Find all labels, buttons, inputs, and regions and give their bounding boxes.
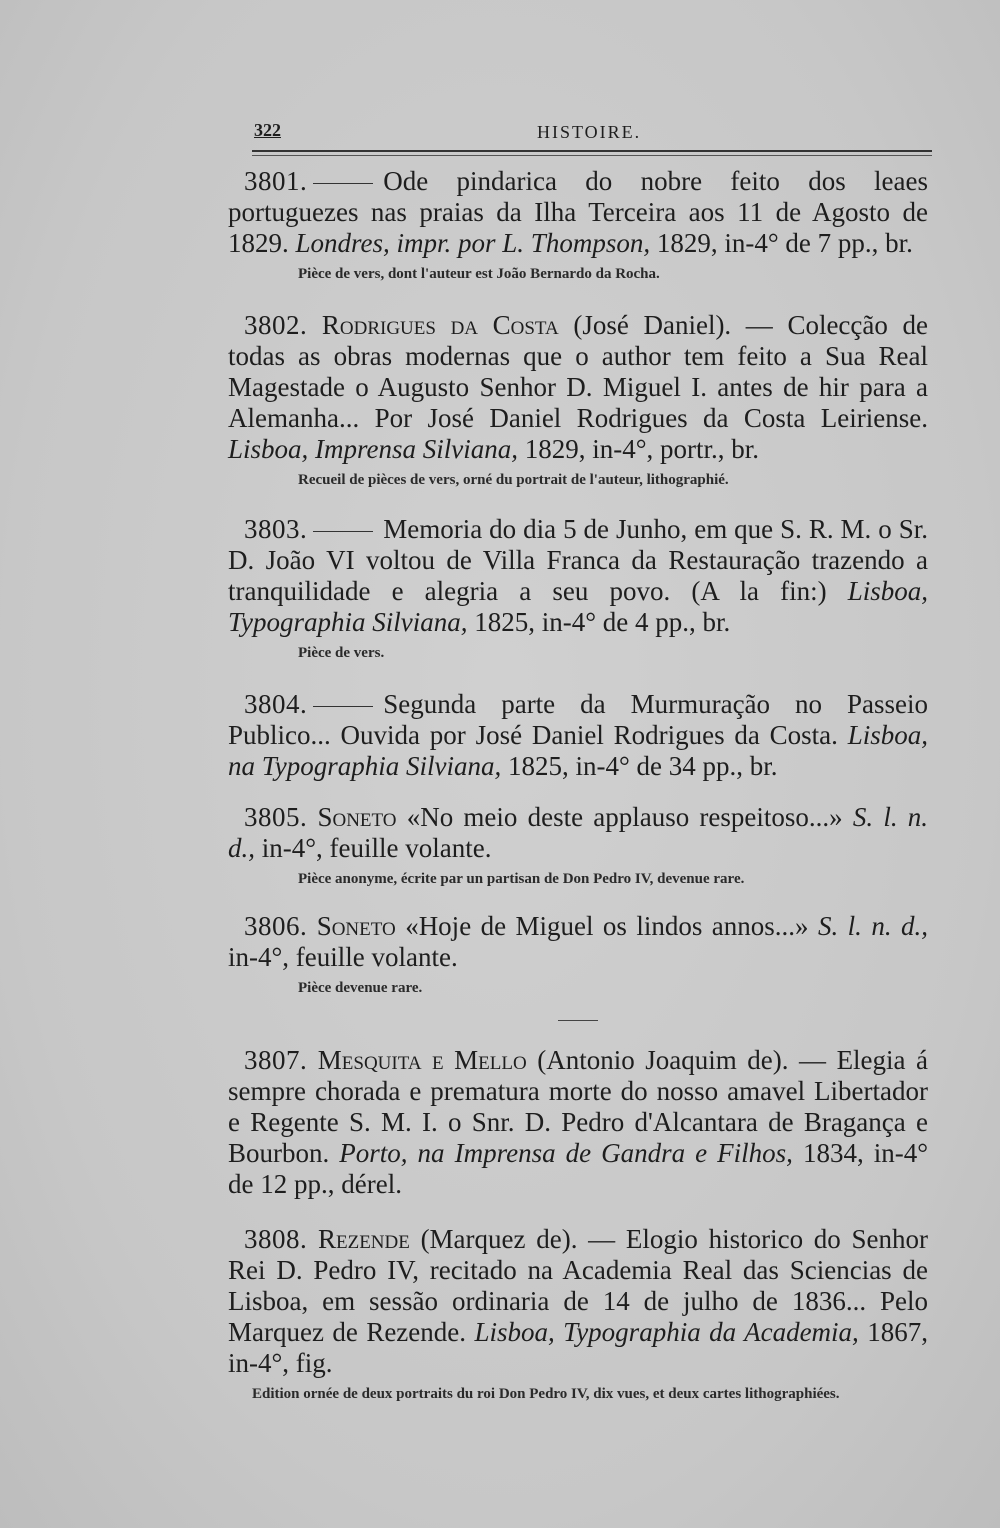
entry-number: 3807. <box>244 1045 308 1075</box>
header-rule-thin <box>252 155 932 156</box>
catalog-entry-3802 <box>228 310 928 490</box>
entry-imprint: Lisboa, Typographia Silviana, <box>228 576 929 637</box>
catalog-entry-3803 <box>228 514 928 663</box>
entry-title: «Hoje de Miguel os lindos annos...» <box>405 911 809 941</box>
entry-title: Elogio historico do Senhor Rei D. Pedro IV, recitado na Academia Real das Sciencias de Lisboa, em sessão ordinaria de 14 de julho de 1836... Pelo Marquez de Rezende. <box>228 1224 929 1347</box>
entry-text <box>228 166 928 259</box>
section-separator <box>558 1020 598 1021</box>
entry-number: 3804. <box>244 689 308 719</box>
entry-number: 3801. <box>244 166 308 196</box>
entry-tail: 1825, in-4° de 34 pp., br. <box>508 751 778 781</box>
catalog-entry-3805 <box>228 802 928 889</box>
entry-author: Soneto <box>316 911 396 941</box>
entry-text <box>228 802 928 864</box>
entry-tail: 1825, in-4° de 4 pp., br. <box>474 607 731 637</box>
entry-tail: in-4°, feuille volante. <box>228 942 458 972</box>
entry-number: 3806. <box>244 911 308 941</box>
entry-author: Rodrigues da Costa <box>321 310 559 340</box>
entry-author: Rezende <box>317 1224 410 1254</box>
header-rule <box>252 150 932 152</box>
entry-note: Pièce devenue rare. <box>298 980 423 996</box>
ditto-dash <box>313 183 373 184</box>
entry-note: Pièce anonyme, écrite par un partisan de Don Pedro IV, devenue rare. <box>298 871 745 887</box>
entry-title: Elegia á sempre chorada e prematura morte do nosso amavel Libertador e Regente S. M. I. o Snr. D. Pedro d'Alcantara de Bragança e Bourbon. <box>228 1045 929 1168</box>
running-title: HISTOIRE. <box>537 122 642 142</box>
page-number: 322 <box>254 120 281 140</box>
entry-imprint: S. l. n. d., <box>228 802 929 863</box>
entry-number: 3803. <box>244 514 308 544</box>
entry-imprint: Lisboa, Imprensa Silviana, <box>228 434 518 464</box>
catalog-body <box>228 160 928 1404</box>
entry-note: Pièce de vers. <box>298 645 385 661</box>
entry-title: «No meio deste applauso respeitoso...» <box>406 802 843 832</box>
entry-text <box>228 514 928 638</box>
entry-tail: in-4°, feuille volante. <box>261 833 492 863</box>
entry-number: 3802. <box>244 310 308 340</box>
entry-number: 3805. <box>244 802 308 832</box>
entry-text <box>228 689 928 782</box>
entry-text: 3808. Rezende (Marquez de). — Elogio historico do Senhor Rei D. Pedro IV, recitado na Academia Real das Sciencias de Lisboa, em sessão ordinaria de 14 de julho de 1836... Pelo Marquez de Rezende. Lisboa, Typographia da Academia, 1867, in-4°, fig. <box>228 1224 929 1378</box>
page-header <box>252 120 932 160</box>
entry-author-forename: (José Daniel). <box>573 310 732 340</box>
entry-imprint: Londres, impr. por L. Thompson, <box>295 228 651 258</box>
entry-author: Mesquita e Mello <box>317 1045 527 1075</box>
entry-text: 3807. Mesquita e Mello (Antonio Joaquim de). — Elegia á sempre chorada e prematura morte do nosso amavel Libertador e Regente S. M. I. o Snr. D. Pedro d'Alcantara de Bragança e Bourbon. Porto, na Imprensa de Gandra e Filhos, 1834, in-4° de 12 pp., dérel. <box>228 1045 929 1199</box>
catalog-entry-3801 <box>228 166 928 284</box>
catalog-entry-3806 <box>228 911 928 998</box>
entry-tail: 1867, in-4°, fig. <box>228 1317 929 1378</box>
entry-title: Ode pindarica do nobre feito dos leaes portuguezes nas praias da Ilha Terceira aos 11 de Agosto de 1829. <box>228 166 928 258</box>
catalog-entry-3807 <box>228 1045 928 1200</box>
entry-title: Segunda parte da Murmuração no Passeio Publico... Ouvida por José Daniel Rodrigues da Costa. <box>228 689 928 750</box>
entry-title: Memoria do dia 5 de Junho, em que S. R. M. o Sr. D. João VI voltou de Villa Franca da Restauração trazendo a tranquilidade e alegria a seu povo. (A la fin:) <box>228 514 928 606</box>
entry-text <box>228 911 928 973</box>
entry-text: 3802. Rodrigues da Costa (José Daniel). — Colecção de todas as obras modernas que o author tem feito a Sua Real Magestade o Augusto Senhor D. Miguel I. antes de hir para a Alemanha... Por José Daniel Rodrigues da Costa Leiriense. Lisboa, Imprensa Silviana, 1829, in-4°, portr., br. <box>228 310 928 464</box>
entry-author-forename: (Antonio Joaquim de). <box>537 1045 789 1075</box>
entry-author-forename: (Marquez de). <box>420 1224 578 1254</box>
entry-author: Soneto <box>317 802 397 832</box>
entry-tail: 1829, in-4°, portr., br. <box>524 434 760 464</box>
entry-imprint: Porto, na Imprensa de Gandra e Filhos, <box>339 1138 793 1168</box>
entry-number: 3808. <box>244 1224 308 1254</box>
entry-imprint: Lisboa, Typographia da Academia, <box>474 1317 859 1347</box>
catalog-entry-3804 <box>228 689 928 782</box>
ditto-dash <box>313 706 373 707</box>
entry-imprint: Lisboa, na Typographia Silviana, <box>228 720 928 781</box>
entry-note: Edition ornée de deux portraits du roi Don Pedro IV, dix vues, et deux cartes lithographiées. <box>252 1386 840 1402</box>
catalog-entry-3808 <box>228 1224 928 1404</box>
entry-imprint: S. l. n. d., <box>817 911 929 941</box>
entry-note: Pièce de vers, dont l'auteur est João Bernardo da Rocha. <box>298 266 660 282</box>
ditto-dash <box>313 531 373 532</box>
entry-tail: 1829, in-4° de 7 pp., br. <box>656 228 913 258</box>
entry-note: Recueil de pièces de vers, orné du portrait de l'auteur, lithographié. <box>298 472 729 488</box>
entry-tail: 1834, in-4° de 12 pp., dérel. <box>228 1138 929 1199</box>
entry-title: Colecção de todas as obras modernas que o author tem feito a Sua Real Magestade o Augusto Senhor D. Miguel I. antes de hir para a Alemanha... Por José Daniel Rodrigues da Costa Leiriense. <box>228 310 928 433</box>
